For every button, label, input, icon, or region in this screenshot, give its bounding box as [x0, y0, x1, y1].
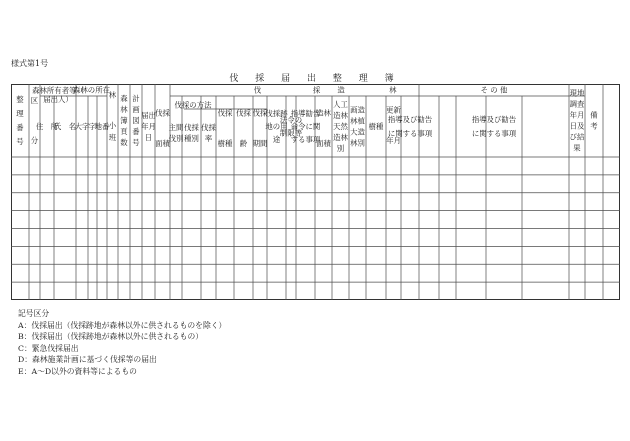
header-kikan: 伐採	[252, 108, 268, 118]
header-jushu: 樹種	[217, 139, 233, 149]
header-bassairitsu: 伐採率	[201, 123, 216, 144]
header-zorin-menseki: 面積	[316, 139, 331, 149]
header-keikaku: 計画図番号	[132, 94, 140, 148]
header-kikan: 期間	[252, 139, 268, 149]
legend-item: C：緊急伐採届出	[18, 343, 79, 353]
header-bassai-menseki: 面積	[155, 139, 170, 149]
header-zorin-menseki: 造林	[316, 108, 331, 118]
header-bassai-menseki: 伐採	[155, 108, 170, 118]
header-koushin: 更新	[386, 105, 401, 115]
header-aza: 字	[88, 122, 97, 132]
legend-item: E：A～D以外の資料等によるもの	[18, 366, 137, 376]
header-bassai-group: 伐 採	[253, 85, 321, 95]
header-zorin-shido: 指導及び勧告に関する事項	[387, 115, 433, 139]
legend	[18, 308, 226, 377]
legend-item: A：伐採届出（伐採跡地が森林以外に供されるものを除く）	[18, 320, 227, 330]
form-number: 様式第1号	[11, 59, 49, 68]
header-zorin-jushu: 樹種	[368, 122, 384, 132]
header-location-group: 森林の所在	[73, 85, 110, 95]
header-bocho: 森林簿頁数	[120, 94, 128, 148]
header-seigen: 法令の制限等	[279, 115, 303, 138]
header-rinpan: 林	[108, 90, 117, 100]
header-zorin-group: 造 林	[337, 85, 397, 95]
header-sonota-group: そ の 他	[480, 85, 508, 95]
header-todokede: 届出年月日	[141, 111, 156, 143]
legend-title: 記号区分	[18, 309, 50, 318]
header-rinrei: 伐採	[236, 108, 251, 118]
ledger-table	[11, 84, 620, 300]
header-zorin-houhou: 画造林植大造林別	[350, 105, 365, 148]
header-shubetsu: 伐採種別	[184, 123, 199, 144]
header-sonota-shido: 指導及び勧告に関する事項	[471, 115, 517, 139]
header-chiban: 地番	[94, 122, 110, 132]
header-zorin-kubun: 人工造林天然造林別	[333, 100, 348, 154]
header-shukan: 主間伐別	[168, 123, 184, 144]
legend-item: D：森林施業計画に基づく伐採等の届出	[18, 355, 157, 364]
legend-item: B：伐採届出（伐採跡地が森林以外に供されるもの）	[18, 332, 204, 341]
header-rinrei: 齢	[239, 139, 248, 149]
header-chosa: 現地調査年月日及び結果	[569, 88, 585, 153]
header-shohan: 小班	[108, 121, 117, 143]
page-title: 伐 採 届 出 整 理 簿	[229, 74, 401, 84]
header-owner-address: 住 所	[35, 122, 59, 132]
header-atochi: 伐採跡地の用途	[265, 109, 288, 145]
header-jushu: 伐採	[217, 108, 233, 118]
header-owner-name: 氏 名	[53, 122, 77, 132]
header-kubun: 区分	[30, 96, 39, 146]
header-seiri-bango: 整理番号	[16, 95, 24, 147]
header-houhou: 伐採の方法	[174, 100, 212, 110]
header-shido: 指導勧告命令に関する事項	[290, 109, 321, 145]
header-koushin: 年月	[386, 136, 401, 146]
header-biko: 備考	[590, 110, 598, 131]
header-owner-group: 森林所有者等（届出人）	[32, 86, 84, 105]
header-oaza: 大字	[74, 122, 90, 132]
